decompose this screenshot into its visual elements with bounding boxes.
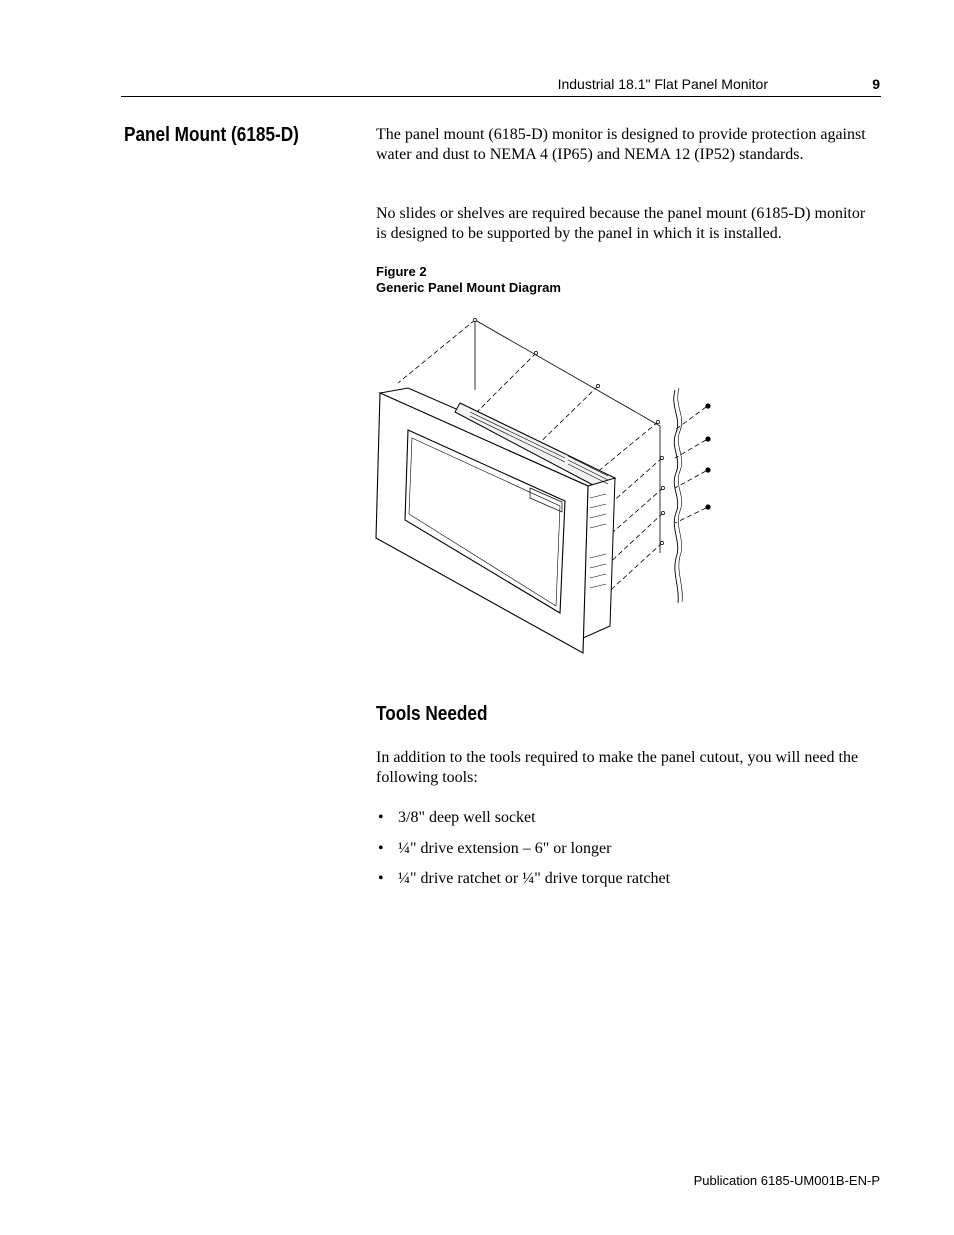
- list-item: [376, 869, 670, 900]
- header-divider: [121, 96, 881, 97]
- figure-label: Figure 2: [376, 264, 427, 279]
- panel-edge: [674, 390, 679, 603]
- page-number: 9: [872, 76, 880, 92]
- tools-heading: Tools Needed: [376, 703, 488, 725]
- running-header-title: Industrial 18.1" Flat Panel Monitor: [557, 76, 768, 92]
- publication-footer: Publication 6185-UM001B-EN-P: [693, 1173, 880, 1188]
- tools-list: [376, 808, 670, 900]
- bullet-icon: •: [378, 809, 384, 826]
- intro-paragraph: The panel mount (6185-D) monitor is designed to provide protection against water and dust to NEMA 4 (IP65) and NEMA 12 (IP52) standards.: [376, 126, 866, 163]
- tool-text: ¼" drive ratchet or ¼" drive torque ratchet: [398, 870, 671, 887]
- list-item: [376, 808, 670, 839]
- section-heading: Panel Mount (6185-D): [124, 124, 299, 146]
- tool-text: ¼" drive extension – 6" or longer: [398, 839, 612, 857]
- bullet-icon: •: [378, 839, 384, 857]
- mounting-nuts: [705, 403, 710, 509]
- bullet-icon: •: [378, 870, 384, 887]
- list-item: [376, 839, 670, 870]
- support-paragraph: No slides or shelves are required because the panel mount (6185-D) monitor is designed to be supported by the panel in which it is installed.: [376, 205, 866, 242]
- figure-caption: Generic Panel Mount Diagram: [376, 280, 561, 295]
- tool-text: 3/8" deep well socket: [398, 809, 536, 826]
- panel-mount-diagram: [370, 308, 720, 658]
- tools-intro: In addition to the tools required to make the panel cutout, you will need the following tools:: [376, 749, 859, 786]
